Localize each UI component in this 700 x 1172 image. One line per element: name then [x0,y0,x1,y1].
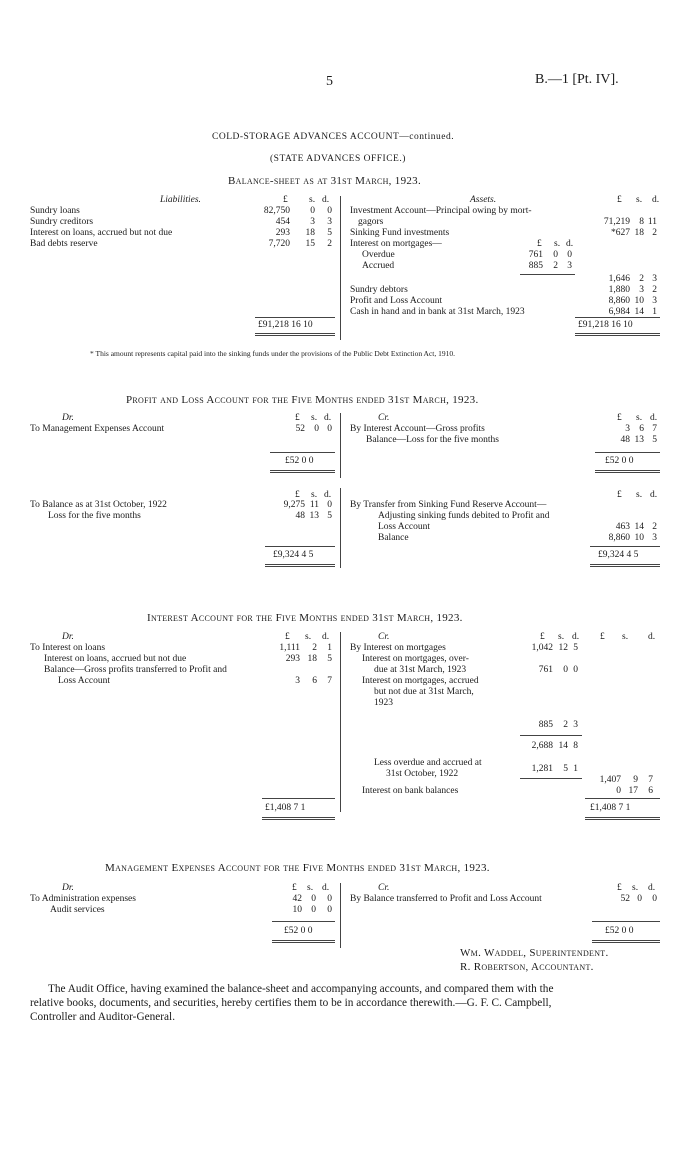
currency-pounds: £ [600,632,605,642]
debit-entry-label: Interest on loans, accrued but not due [44,654,187,664]
liability-shillings: 18 [305,228,315,238]
credit-pence: 0 [652,894,657,904]
credit-entry-label: but not due at 31st March, [374,687,474,697]
credit-shillings: 0 [637,894,642,904]
currency-shillings: s. [636,195,643,205]
liability-label: Sundry loans [30,206,80,216]
credit-entry-label: Adjusting sinking funds debited to Profit and [378,511,550,521]
debit-shillings: 0 [311,894,316,904]
interest-account-title: Interest Account for the Five Months ended 31st March, 1923. [147,612,463,624]
debit-total: £1,408 7 1 [265,803,306,813]
office-heading: (STATE ADVANCES OFFICE.) [270,154,406,164]
credit-entry-label: By Interest Account—Gross profits [350,424,485,434]
currency-shillings: s. [554,239,561,249]
credit-subtotal-pence: 8 [573,741,578,751]
debit-total: £52 0 0 [284,926,313,936]
credit-pounds: 1,042 [531,643,553,653]
debit-entry-label: Loss Account [58,676,110,686]
debit-pounds: 293 [285,654,300,664]
credit-entry-label: 31st October, 1922 [386,769,459,779]
asset-pounds: 71,219 [603,217,630,227]
currency-pence: d. [650,490,658,500]
asset-label: Sinking Fund investments [350,228,450,238]
debit-total: £9,324 4 5 [273,550,314,560]
asset-shillings: 10 [634,296,644,306]
credit-entry-label: By Interest on mortgages [350,643,446,653]
currency-shillings: s. [632,883,639,893]
credit-pence: 7 [652,424,657,434]
asset-label: Cash in hand and in bank at 31st March, 1923 [350,307,525,317]
asset-pence: 3 [652,296,657,306]
currency-pence: d. [566,239,574,249]
currency-pounds: £ [617,490,622,500]
currency-pounds: £ [617,883,622,893]
currency-pence: d. [324,413,332,423]
credit-pounds: 1,407 [599,775,621,785]
credit-header: Cr. [378,883,390,893]
debit-pence: 0 [327,424,332,434]
liabilities-total: £91,218 16 10 [258,320,313,330]
credit-shillings: 5 [563,764,568,774]
asset-pounds: *627 [611,228,630,238]
debit-shillings: 0 [311,905,316,915]
credit-shillings: 2 [563,720,568,730]
liability-shillings: 15 [305,239,315,249]
credit-shillings: 0 [563,665,568,675]
currency-pence: d. [572,632,580,642]
currency-pence: d. [648,883,656,893]
credit-entry-label: Interest on bank balances [362,786,459,796]
currency-pounds: £ [617,413,622,423]
asset-label: Overdue [362,250,395,260]
asset-pounds: 761 [528,250,543,260]
liability-label: Interest on loans, accrued but not due [30,228,173,238]
credit-pence: 6 [648,786,653,796]
debit-pounds: 42 [292,894,302,904]
debit-entry-label: To Balance as at 31st October, 1922 [30,500,167,510]
credit-entry-label: Balance—Loss for the five months [366,435,499,445]
debit-entry-label: To Interest on loans [30,643,106,653]
currency-shillings: s. [307,883,314,893]
currency-pounds: £ [283,195,288,205]
credit-pence: 2 [652,522,657,532]
debit-pence: 5 [327,654,332,664]
credit-entry-label: Interest on mortgages, accrued [362,676,479,686]
debit-pounds: 1,111 [279,643,300,653]
currency-pence: d. [324,490,332,500]
debit-pounds: 9,275 [283,500,305,510]
asset-shillings: 14 [634,307,644,317]
debit-pence: 1 [327,643,332,653]
currency-pence: d. [322,195,330,205]
asset-pence: 3 [652,274,657,284]
liability-pence: 5 [327,228,332,238]
currency-pence: d. [652,195,660,205]
liability-pence: 0 [327,206,332,216]
asset-pounds: 885 [528,261,543,271]
debit-pounds: 10 [292,905,302,915]
asset-pence: 2 [652,228,657,238]
signature-accountant: R. Robertson, Accountant. [460,961,594,973]
credit-total: £1,408 7 1 [590,803,631,813]
currency-shillings: s. [311,413,318,423]
credit-subtotal-pounds: 2,688 [531,741,553,751]
currency-pence: d. [322,883,330,893]
assets-total: £91,218 16 10 [578,320,633,330]
credit-header: Cr. [378,413,390,423]
currency-shillings: s. [311,490,318,500]
liability-pounds: 293 [275,228,290,238]
debit-pence: 7 [327,676,332,686]
credit-header: Cr. [378,632,390,642]
debit-total: £52 0 0 [285,456,314,466]
footnote: * This amount represents capital paid into the sinking funds under the provisions of the Public Debt Extinction Act, 1910. [90,349,456,358]
currency-pounds: £ [617,195,622,205]
liability-pence: 3 [327,217,332,227]
debit-header: Dr. [62,632,74,642]
debit-header: Dr. [62,413,74,423]
debit-shillings: 18 [307,654,317,664]
credit-total: £52 0 0 [605,456,634,466]
credit-pounds: 52 [620,894,630,904]
credit-entry-label: Loss Account [378,522,430,532]
credit-pounds: 885 [538,720,553,730]
asset-shillings: 0 [553,250,558,260]
signature-superintendent: Wm. Waddel, Superintendent. [460,947,609,959]
debit-pounds: 3 [295,676,300,686]
credit-shillings: 14 [634,522,644,532]
credit-total: £9,324 4 5 [598,550,639,560]
asset-pence: 11 [647,217,657,227]
credit-shillings: 17 [628,786,638,796]
asset-label: gagors [358,217,384,227]
asset-shillings: 8 [639,217,644,227]
debit-pounds: 52 [295,424,305,434]
credit-pence: 1 [573,764,578,774]
credit-entry-label: Interest on mortgages, over- [362,654,469,664]
asset-shillings: 3 [639,285,644,295]
currency-pence: d. [650,413,658,423]
debit-header: Dr. [62,883,74,893]
currency-shillings: s. [636,490,643,500]
debit-pounds: 48 [295,511,305,521]
credit-pounds: 48 [620,435,630,445]
asset-pounds: 1,880 [608,285,630,295]
asset-pence: 3 [567,261,572,271]
credit-shillings: 12 [558,643,568,653]
page-number: 5 [326,74,333,89]
credit-subtotal-shillings: 14 [558,741,568,751]
currency-shillings: s. [636,413,643,423]
credit-pence: 0 [573,665,578,675]
credit-entry-label: 1923 [374,698,393,708]
assets-header: Assets. [470,195,497,205]
asset-pence: 0 [567,250,572,260]
asset-pounds: 1,646 [608,274,630,284]
liability-pence: 2 [327,239,332,249]
debit-shillings: 6 [312,676,317,686]
credit-pence: 7 [648,775,653,785]
balance-sheet-title: Balance-sheet as at 31st March, 1923. [228,175,422,187]
asset-pounds: 6,984 [608,307,630,317]
currency-shillings: s. [558,632,565,642]
credit-entry-label: due at 31st March, 1923 [374,665,467,675]
credit-pounds: 463 [615,522,630,532]
currency-shillings: s. [305,632,312,642]
asset-pence: 1 [652,307,657,317]
debit-entry-label: Audit services [50,905,105,915]
debit-pence: 0 [327,894,332,904]
currency-shillings: s. [309,195,316,205]
account-heading: COLD-STORAGE ADVANCES ACCOUNT—continued. [212,132,455,142]
credit-pence: 3 [573,720,578,730]
asset-shillings: 18 [634,228,644,238]
currency-pounds: £ [295,490,300,500]
credit-shillings: 10 [634,533,644,543]
asset-shillings: 2 [639,274,644,284]
liability-shillings: 3 [310,217,315,227]
debit-pence: 5 [327,511,332,521]
asset-label: Investment Account—Principal owing by mort- [350,206,532,216]
credit-entry-label: Less overdue and accrued at [374,758,482,768]
asset-pence: 2 [652,285,657,295]
liability-shillings: 0 [310,206,315,216]
liability-pounds: 82,750 [263,206,290,216]
document-reference: B.—1 [Pt. IV]. [535,72,619,87]
debit-entry-label: Balance—Gross profits transferred to Profit and [44,665,227,675]
asset-label: Interest on mortgages— [350,239,442,249]
profit-loss-title: Profit and Loss Account for the Five Months ended 31st March, 1923. [126,394,479,406]
debit-shillings: 13 [309,511,319,521]
asset-shillings: 2 [553,261,558,271]
currency-pounds: £ [540,632,545,642]
credit-entry-label: By Transfer from Sinking Fund Reserve Account— [350,500,547,510]
asset-pounds: 8,860 [608,296,630,306]
management-expenses-title: Management Expenses Account for the Five Months ended 31st March, 1923. [105,862,490,874]
debit-entry-label: Loss for the five months [48,511,141,521]
currency-pence: d. [322,632,330,642]
liability-label: Bad debts reserve [30,239,98,249]
liability-pounds: 454 [275,217,290,227]
credit-pounds: 0 [616,786,621,796]
currency-pounds: £ [285,632,290,642]
credit-pounds: 3 [625,424,630,434]
credit-entry-label: Balance [378,533,409,543]
credit-pence: 3 [652,533,657,543]
debit-shillings: 11 [309,500,319,510]
audit-certificate-line: The Audit Office, having examined the balance-sheet and accompanying accounts, and compared them with the [48,983,554,995]
liability-label: Sundry creditors [30,217,94,227]
audit-certificate-line: Controller and Auditor-General. [30,1011,176,1023]
currency-pounds: £ [537,239,542,249]
credit-pounds: 761 [538,665,553,675]
liability-pounds: 7,720 [268,239,290,249]
credit-pounds: 8,860 [608,533,630,543]
audit-certificate-line: relative books, documents, and securities, hereby certifies them to be in accordance therewith.—G. F. C. Campbell, [30,997,552,1009]
credit-entry-label: By Balance transferred to Profit and Loss Account [350,894,542,904]
debit-shillings: 2 [312,643,317,653]
asset-label: Sundry debtors [350,285,408,295]
debit-entry-label: To Administration expenses [30,894,136,904]
currency-shillings: s. [622,632,629,642]
debit-entry-label: To Management Expenses Account [30,424,165,434]
debit-pence: 0 [327,905,332,915]
debit-pence: 0 [327,500,332,510]
credit-total: £52 0 0 [605,926,634,936]
asset-label: Accrued [362,261,395,271]
currency-pence: d. [648,632,656,642]
credit-shillings: 9 [633,775,638,785]
liabilities-header: Liabilities. [160,195,201,205]
credit-pence: 5 [652,435,657,445]
asset-label: Profit and Loss Account [350,296,443,306]
currency-pounds: £ [295,413,300,423]
debit-shillings: 0 [314,424,319,434]
credit-pounds: 1,281 [531,764,553,774]
credit-pence: 5 [573,643,578,653]
credit-shillings: 13 [634,435,644,445]
currency-pounds: £ [292,883,297,893]
credit-shillings: 6 [639,424,644,434]
